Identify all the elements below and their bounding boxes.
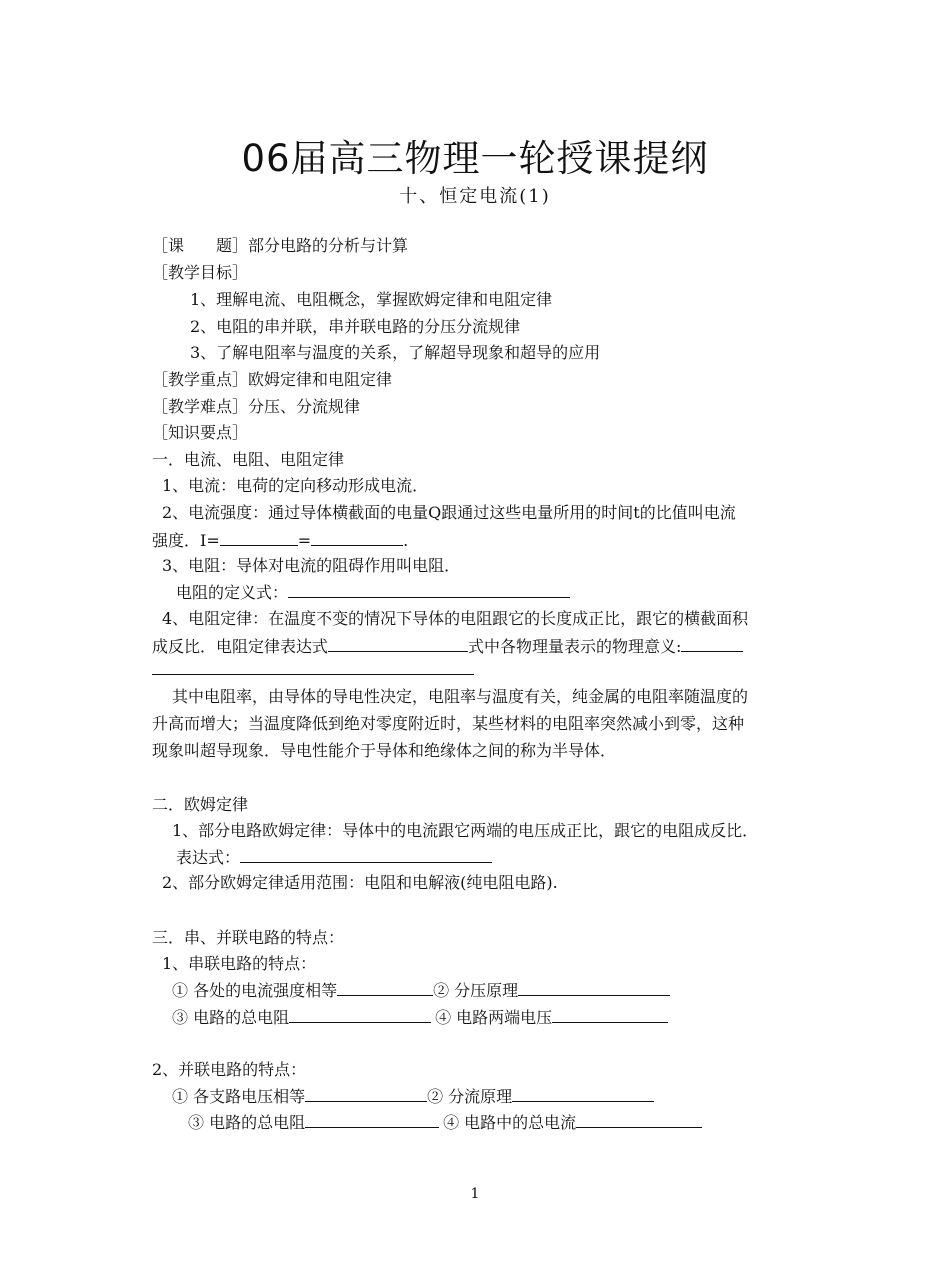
series-line-2	[172, 1007, 668, 1028]
s1-point-4-line-c	[152, 659, 474, 680]
s1-point-2-line-a: 2、电流强度：通过导体横截面的电量Q跟通过这些电量所用的时间t的比值叫电流	[162, 503, 736, 522]
section-3-heading: 三．串、并联电路的特点：	[152, 928, 345, 947]
fill-blank[interactable]	[288, 582, 570, 598]
fill-blank[interactable]	[289, 1007, 431, 1023]
goal-item-2: 2、电阻的串并联，串并联电路的分压分流规律	[190, 317, 521, 336]
s1-point-1: 1、电流：电荷的定向移动形成电流．	[162, 476, 429, 495]
s2-point-1: 1、部分电路欧姆定律：导体中的电流跟它两端的电压成正比，跟它的电阻成反比．	[172, 821, 759, 840]
parallel-item-3: ③ 电路的总电阻	[188, 1113, 306, 1132]
series-item-4: ④ 电路两端电压	[435, 1008, 553, 1027]
parallel-item-1: ① 各支路电压相等	[172, 1087, 306, 1106]
physical-meaning-label: 式中各物理量表示的物理意义:	[468, 637, 682, 656]
fill-blank[interactable]	[311, 530, 403, 546]
focus-text: 欧姆定律和电阻定律	[248, 370, 393, 389]
s1-point-4-line-b	[152, 636, 743, 657]
difficulty-line	[152, 397, 360, 417]
parallel-heading: 2、并联电路的特点：	[152, 1060, 307, 1079]
focus-label: ［教学重点］	[152, 370, 249, 389]
ohm-expression-label: 表达式：	[176, 848, 241, 867]
resistance-law-label: 成反比．电阻定律表达式	[152, 637, 329, 656]
resistivity-paragraph-3: 现象叫超导现象．导电性能介于导体和绝缘体之间的称为半导体．	[152, 741, 617, 760]
fill-blank[interactable]	[552, 1007, 668, 1023]
parallel-line-1	[172, 1086, 654, 1107]
resistivity-paragraph-2: 升高而增大；当温度降低到绝对零度附近时，某些材料的电阻率突然减小到零，这种	[152, 714, 745, 733]
s1-point-2-line-b	[152, 530, 408, 551]
fill-blank[interactable]	[328, 636, 468, 652]
parallel-item-4: ④ 电路中的总电流	[443, 1113, 577, 1132]
equals-sign: =	[297, 531, 312, 550]
resistance-definition-label: 电阻的定义式：	[176, 583, 289, 602]
resistance-definition-line	[176, 582, 570, 603]
fill-blank[interactable]	[220, 530, 298, 546]
page-title: 06届高三物理一轮授课提纲	[241, 137, 709, 180]
topic-text: 部分电路的分析与计算	[248, 236, 409, 255]
parallel-line-2	[188, 1112, 702, 1133]
fill-blank[interactable]	[681, 636, 743, 652]
ohm-expression-line	[176, 847, 492, 868]
goals-label: ［教学目标］	[152, 263, 249, 282]
period: .	[403, 531, 409, 550]
points-label: ［知识要点］	[152, 423, 249, 442]
s1-point-3: 3、电阻：导体对电流的阻碍作用叫电阻．	[162, 556, 461, 575]
s2-point-2: 2、部分欧姆定律适用范围：电阻和电解液(纯电阻电路).	[162, 873, 558, 892]
fill-blank[interactable]	[240, 847, 492, 863]
fill-blank[interactable]	[512, 1086, 654, 1102]
difficulty-text: 分压、分流规律	[248, 397, 361, 416]
series-item-1: ① 各处的电流强度相等	[172, 981, 338, 1000]
fill-blank[interactable]	[518, 980, 670, 996]
parallel-item-2: ② 分流原理	[427, 1087, 513, 1106]
s1-point-4-line-a: 4、电阻定律：在温度不变的情况下导体的电阻跟它的长度成正比，跟它的横截面积	[162, 609, 749, 628]
series-item-2: ② 分压原理	[433, 981, 519, 1000]
fill-blank[interactable]	[576, 1112, 702, 1128]
section-1-heading: 一．电流、电阻、电阻定律	[152, 450, 345, 469]
fill-blank[interactable]	[152, 659, 474, 675]
series-item-3: ③ 电路的总电阻	[172, 1008, 290, 1027]
goal-item-1: 1、理解电流、电阻概念，掌握欧姆定律和电阻定律	[190, 290, 553, 309]
current-formula-prefix: 强度．I=	[152, 531, 220, 550]
topic-label: ［课 题］	[152, 236, 249, 255]
page-subtitle: 十、恒定电流(1)	[399, 186, 551, 207]
fill-blank[interactable]	[337, 980, 433, 996]
section-2-heading: 二．欧姆定律	[152, 795, 249, 814]
difficulty-label: ［教学难点］	[152, 397, 249, 416]
topic-line	[152, 236, 408, 256]
series-line-1	[172, 980, 670, 1001]
fill-blank[interactable]	[305, 1086, 427, 1102]
goal-item-3: 3、了解电阻率与温度的关系，了解超导现象和超导的应用	[190, 343, 601, 362]
page-number: 1	[470, 1186, 480, 1202]
resistivity-paragraph-1: 其中电阻率，由导体的导电性决定，电阻率与温度有关，纯金属的电阻率随温度的	[172, 687, 749, 706]
series-heading: 1、串联电路的特点：	[162, 954, 317, 973]
fill-blank[interactable]	[305, 1112, 439, 1128]
focus-line	[152, 370, 392, 390]
